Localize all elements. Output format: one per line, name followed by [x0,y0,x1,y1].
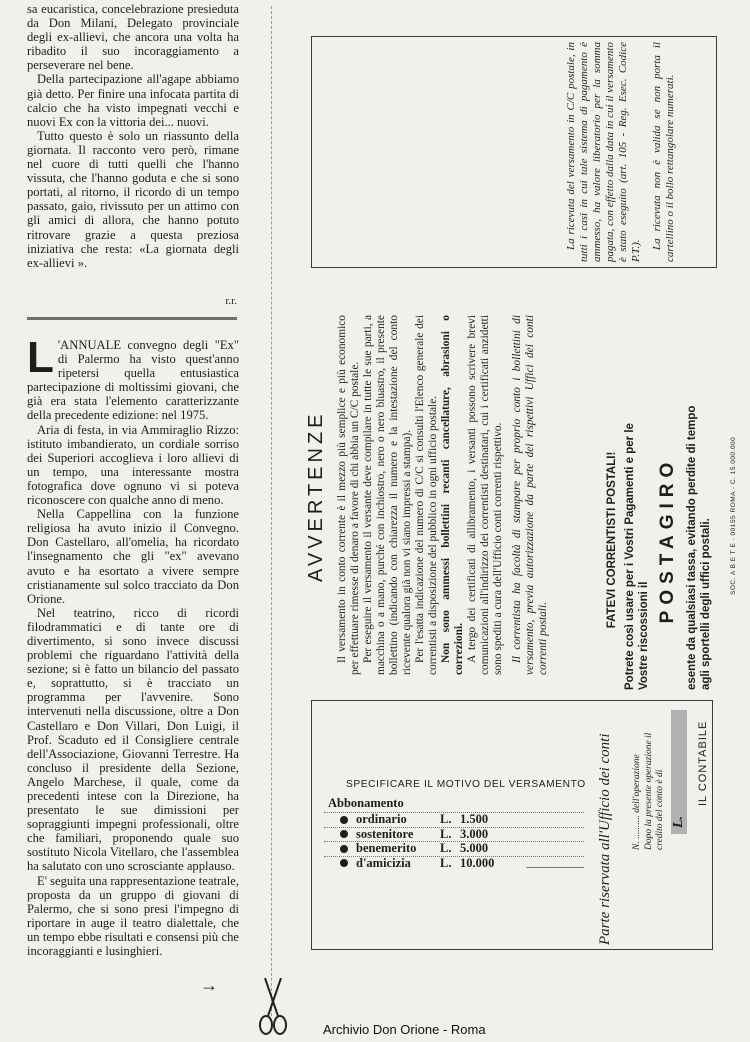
list-item[interactable] [324,812,584,827]
promo-text: Potrete così usare per i Vostri Pagamenti e per le Vostre riscossioni il [624,423,650,690]
paragraph: Per l'esatta indicazione del numero di C/C si consulti l'Elenco generale dei correntisti a disposizione del pubblico in ogni ufficio postale. [414,315,439,675]
avvertenze-title: AVVERTENZE [305,410,327,582]
paragraph: Aria di festa, in via Ammiraglio Rizzo: istituto imbandierato, un cordiale sorriso dei Superiori accoglieva i loro allievi di un tempo, una interessante mostra fotografica dove ognuno vi si poteva riconoscere con qualche anno di meno. [27,422,239,508]
signature: r.r. [225,295,237,307]
option-name: sostenitore [356,826,414,841]
postagiro-title: POSTAGIRO [657,456,678,624]
article-continuation [27,2,239,270]
paragraph: E' seguita una rappresentazione teatrale, proposta da un gruppo di giovani di Palermo, che si sono presi l'impegno di riportare in auge il teatro dialettale, che un tempo ebbe risultati e consensi più che incoraggianti e lusinghieri. [27,873,239,959]
avvertenze-body [336,315,568,675]
operation-line: Dopo la presente operazione il [643,732,654,850]
promo-heading: FATEVI CORRENTISTI POSTALI! [606,451,618,629]
article-first-paragraph [27,333,239,423]
scissors-icon [256,978,290,1038]
operation-line: credito del conto è di [655,769,665,850]
lire-mark: L. [671,815,686,828]
divider [27,317,237,320]
operation-line: N. .......... dell'operazione [632,754,642,850]
option-currency: L. [440,855,452,870]
option-currency: L. [440,841,452,856]
archive-footer: Archivio Don Orione - Roma [323,1022,486,1037]
operation-fields [632,710,667,850]
bullet-icon [340,845,348,853]
abbonamento-list [324,812,584,870]
receipt-note: La ricevuta non è valida se non porta il cartellino o il bollo rettangolare numerati. [651,42,676,262]
drop-cap: L [27,333,54,382]
paragraph: Nel teatrino, ricco di ricordi filodrammatici e di tante ore di divertimento, si sono invece discussi problemi che riguardano l'attività della sezione; si è fatto un bilancio del passato e, soprattutto, si è tracciato un programma per l'avvenire. Sono intervenuti nella discussione, oltre a Don Castellaro e Don Villari, Don Luigi, il Prof. Scaduto ed il Consigliere centrale dell'Associazione, Giovanni Terrestre. Ha concluso il presidente della Sezione, Angelo Marchese, il quale, come da precedenti intese con la Direzione, ha presentato le sue dimissioni per sopraggiunti impegni professionali, oltre che familiari, proponendo quale suo sostituto Nicola Vitellaro, che l'assemblea ha salutato con uno scrosciante applauso. [27,605,239,874]
list-item[interactable] [324,827,584,842]
paragraph: Tutto questo è solo un riassunto della giornata. Il racconto vero però, rimane nel cuore di tutti quelli che l'hanno vissuta, che l'hanno goduta e che si sono portati, al ritorno, il ricordo di un tempo passato, gaio, rivissuto per un attimo con gli amici di allora, che hanno potuto ritrovare grazie a questa preziosa iniziativa che resta: «La giornata degli ex-allievi ». [27,128,239,270]
paragraph: sa eucaristica, concelebrazione presieduta da Don Milani, Delegato provinciale degli ex-allievi, che ancora una volta ha ribadito il suo incoraggiamento a perseverare nel bene. [27,2,239,73]
option-name: benemerito [356,841,417,856]
bullet-icon [340,830,348,838]
option-amount: 1.500 [460,812,489,827]
paragraph: Nella Cappellina con la funzione religiosa ha avuto inizio il Convegno. Don Castellaro, all'omelia, ha ricordato l'insegnamento che gli "ex" avevano avuto e ha esortato a vivere sempre cristianamente sul solco tracciato da Don Orione. [27,507,239,606]
paragraph: Non sono ammessi bollettini recanti cancellature, abrasioni o correzioni. [440,315,465,675]
paragraph: Il versamento in conto corrente è il mezzo più semplice e più economico per effettuare rimesse di denaro a favore di chi abbia un C/C postale. [336,315,361,675]
option-amount: 5.000 [460,841,489,856]
paragraph: A tergo dei certificati di allibramento, i versanti possono scrivere brevi comunicazioni all'indirizzo dei correntisti destinatari, cui i certificati anzidetti sono spediti a cura dell'Ufficio conti correnti rispettivo. [466,315,504,675]
receipt-notes [565,42,715,262]
list-item[interactable] [324,841,584,856]
article [27,333,239,959]
option-amount: 10.000 [460,855,495,870]
option-name: ordinario [356,812,407,827]
option-name: d'amicizia [356,855,411,870]
abbonamento-title: Abbonamento [328,796,404,810]
list-item[interactable] [324,856,584,871]
arrow-icon: → [200,975,218,995]
postagiro-promo [605,390,725,690]
specificare-label: SPECIFICARE IL MOTIVO DEL VERSAMENTO [346,779,586,790]
option-currency: L. [440,826,452,841]
promo-text: esente da qualsiasi tassa, evitando perdite di tempo agli sportelli degli uffici postali. [686,405,712,690]
option-currency: L. [440,812,452,827]
bullet-icon [340,859,348,867]
article-lead: 'ANNUALE convegno degli "Ex" di Palermo ha visto quest'anno ripetersi quella entusiastica partecipazione di moltissimi giovani, che già era stata l'elemento caratterizzante della precedente edizione: nel 1975. [27,338,239,423]
printer-line: SOC. A B E T E · 00155 ROMA · C. 15.000.000 [730,436,737,595]
cut-line [271,6,272,1016]
option-amount: 3.000 [460,826,489,841]
fill-line [526,859,584,868]
paragraph: Il correntista ha facoltà di stampare per proprio conto i bollettini di versamento, previa autorizzazione da parte dei rispettivi Uffici dei conti correnti postali. [511,315,549,675]
paragraph: Della partecipazione all'agape abbiamo già detto. Per finire una infocata partita di calcio che ha visto impegnati vecchi e nuovi Ex con la vittoria dei... nuovi. [27,72,239,129]
receipt-note: La ricevuta del versamento in C/C postale, in tutti i casi in cui tale sistema di pagamento è ammesso, ha valore liberatorio per la somma pagata, con effetto dalla data in cui il versamento è stato eseguito (art. 105 - Reg. Esec. Codice P.T.). [565,42,642,262]
paragraph: Per eseguire il versamento il versante deve compilare in tutte le sue parti, a macchina o a mano, purché con inchiostro, nero o nero bluastro, il presente bollettino (indicando con chiarezza il numero e la intestazione del conto ricevente qualora già non vi siano impressi a stampa). [362,315,413,675]
contabile-label: IL CONTABILE [697,720,709,806]
bullet-icon [340,816,348,824]
parte-riservata: Parte riservata all'Ufficio dei conti [597,733,613,945]
